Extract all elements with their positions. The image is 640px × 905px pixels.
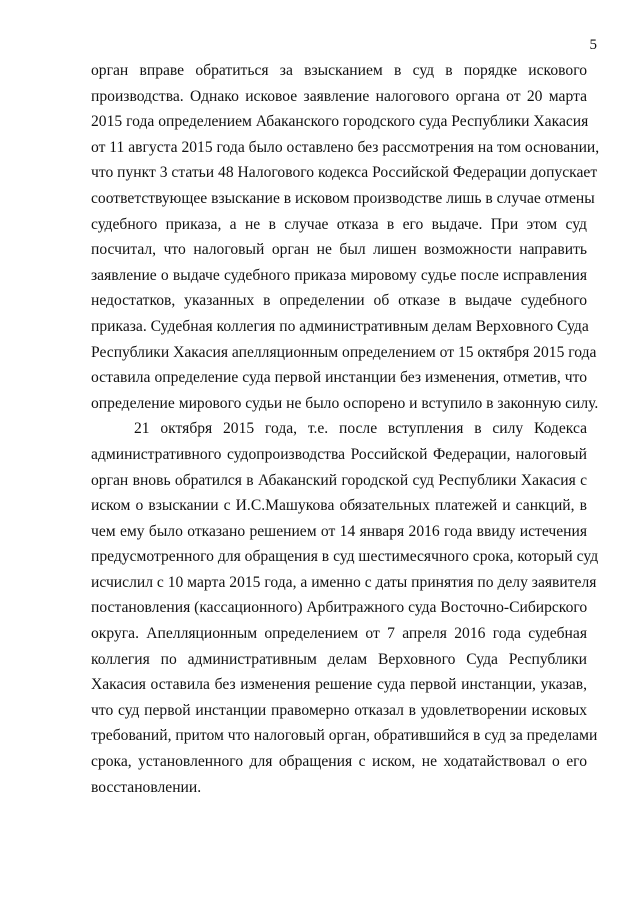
- text-line: 21 октября 2015 года, т.е. после вступления в силу Кодекса: [134, 420, 587, 438]
- text-line: производства. Однако исковое заявление налогового органа от 20 марта: [91, 87, 587, 105]
- text-line: недостатков, указанных в определении об отказе в выдаче судебного: [91, 292, 587, 310]
- text-line: что пункт 3 статьи 48 Налогового кодекса Российской Федерации допускает: [91, 164, 598, 182]
- text-line: чем ему было отказано решением от 14 января 2016 года ввиду истечения: [91, 522, 587, 540]
- text-line: коллегия по административным делам Верховного Суда Республики: [91, 650, 587, 668]
- text-line: требований, притом что налоговый орган, обратившийся в суд за пределами: [91, 727, 598, 745]
- text-line: Хакасия оставила без изменения решение суда первой инстанции, указав,: [91, 676, 587, 694]
- text-line: орган вправе обратиться за взысканием в суд в порядке искового: [91, 62, 587, 79]
- paragraph-2: [91, 416, 599, 800]
- text-line: соответствующее взыскание в исковом производстве лишь в случае отмены: [91, 189, 595, 207]
- text-line: заявление о выдаче судебного приказа мировому судье после исправления: [91, 266, 587, 284]
- text-line: от 11 августа 2015 года было оставлено без рассмотрения на том основании,: [91, 138, 600, 156]
- text-line: иском о взыскании с И.С.Машукова обязательных платежей и санкций, в: [91, 497, 587, 515]
- text-line: оставила определение суда первой инстанции без изменения, отметив, что: [91, 369, 587, 387]
- text-line: приказа. Судебная коллегия по административным делам Верховного Суда: [91, 317, 589, 335]
- text-line: предусмотренного для обращения в суд шестимесячного срока, который суд: [91, 548, 599, 566]
- text-line: административного судопроизводства Российской Федерации, налоговый: [91, 445, 587, 463]
- text-line: определение мирового судьи не было оспорено и вступило в законную силу.: [91, 394, 599, 412]
- paragraph-1: [91, 58, 600, 416]
- text-line: судебного приказа, а не в случае отказа в его выдаче. При этом суд: [91, 215, 587, 233]
- page-number: 5: [589, 37, 597, 53]
- text-line: округа. Апелляционным определением от 7 апреля 2016 года судебная: [91, 625, 587, 643]
- text-line: постановления (кассационного) Арбитражного суда Восточно-Сибирского: [91, 599, 588, 617]
- text-line: Республики Хакасия апелляционным определением от 15 октября 2015 года: [91, 343, 597, 361]
- text-line: посчитал, что налоговый орган не был лишен возможности направить: [91, 241, 587, 259]
- text-line: исчислил с 10 марта 2015 года, а именно с даты принятия по делу заявителя: [91, 573, 597, 591]
- text-line: восстановлении.: [91, 778, 202, 796]
- document-body: [91, 58, 600, 800]
- text-line: срока, установленного для обращения с иском, не ходатайствовал о его: [91, 753, 587, 771]
- text-line: что суд первой инстанции правомерно отказал в удовлетворении исковых: [91, 701, 587, 719]
- text-line: орган вновь обратился в Абаканский городской суд Республики Хакасия с: [91, 471, 587, 489]
- text-line: 2015 года определением Абаканского городского суда Республики Хакасия: [91, 113, 589, 131]
